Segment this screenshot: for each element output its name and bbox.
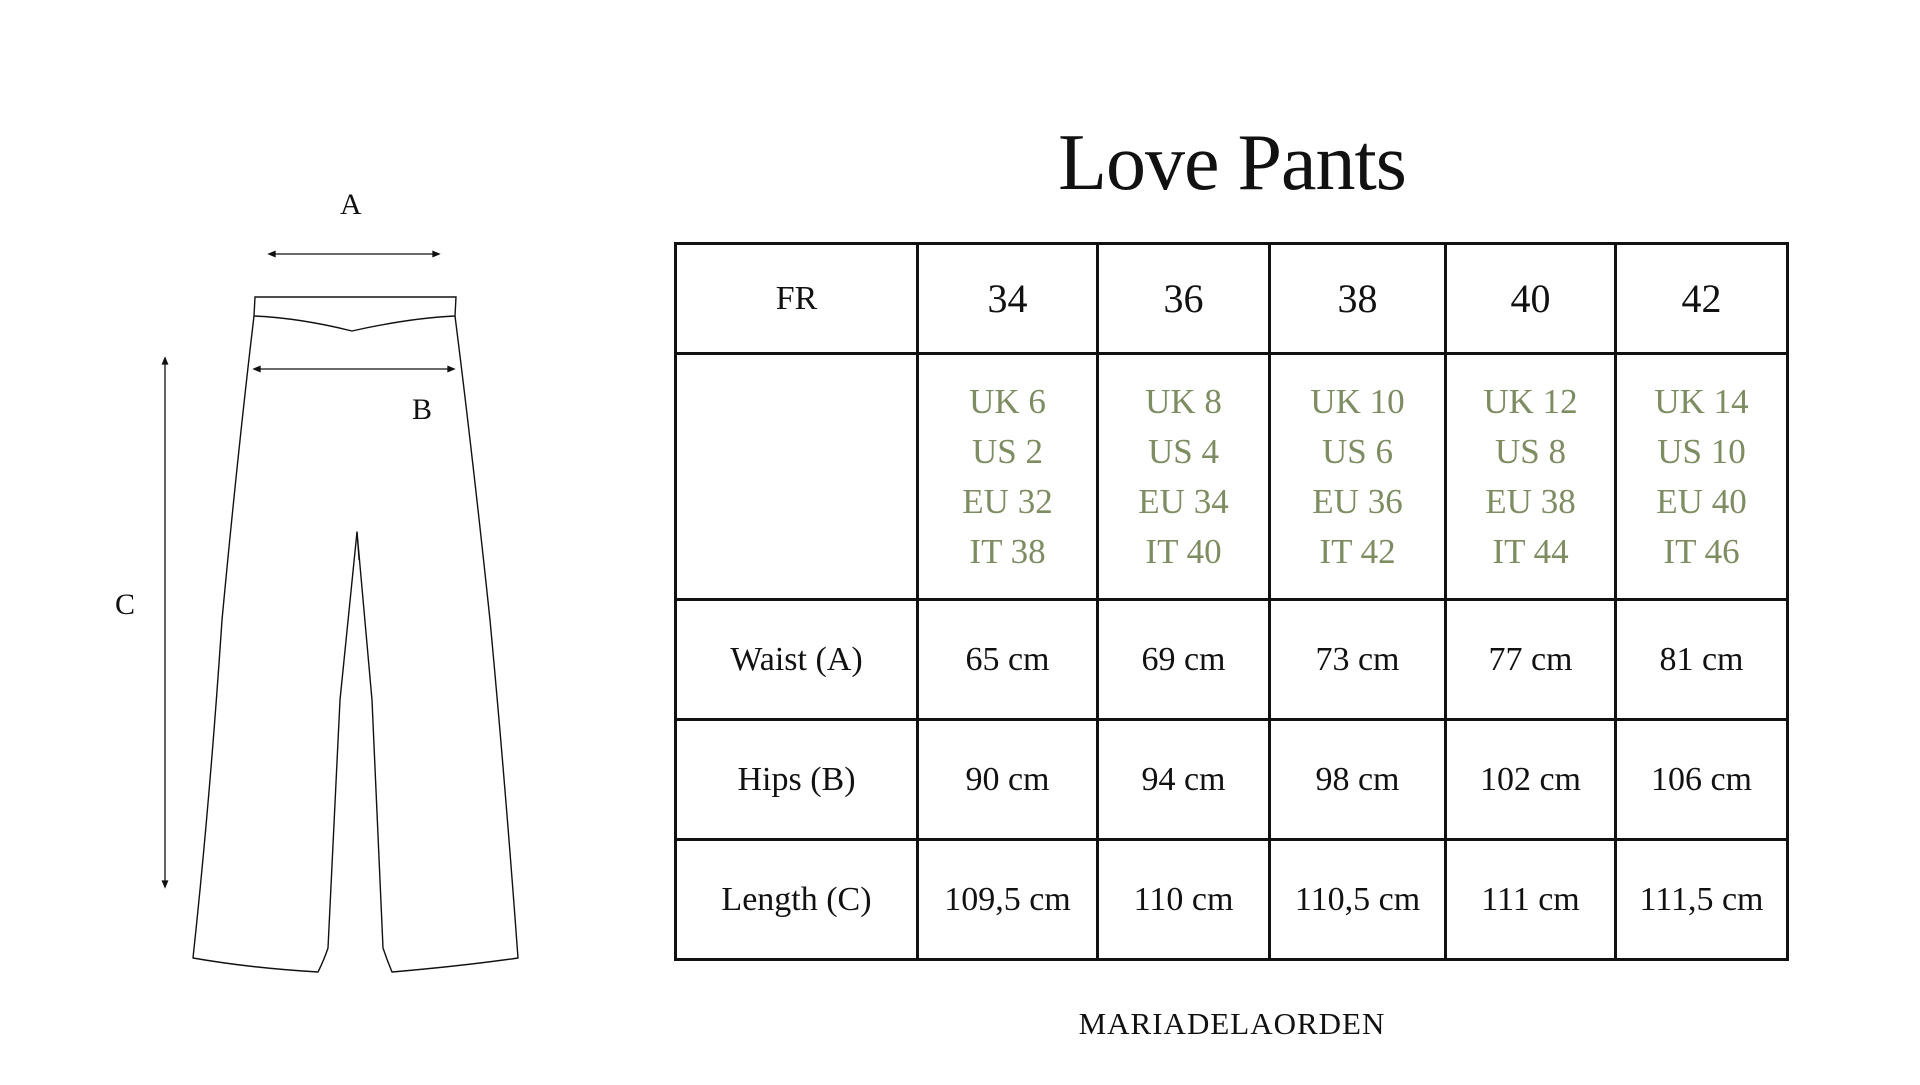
conversion-eu: EU 34 <box>1138 481 1229 521</box>
hips-value: 94 cm <box>1098 720 1270 840</box>
header-cell-fr: FR <box>676 244 918 354</box>
waist-measure-line <box>269 252 439 257</box>
conversion-cell <box>1098 354 1270 600</box>
row-label-waist: Waist (A) <box>676 600 918 720</box>
conversion-it: IT 38 <box>969 531 1046 571</box>
length-value: 109,5 cm <box>918 840 1098 960</box>
hips-measure-line <box>254 367 454 372</box>
conversion-us: US 10 <box>1657 431 1746 471</box>
conversion-eu: EU 40 <box>1656 481 1747 521</box>
pants-illustration <box>0 0 620 1080</box>
row-label-hips: Hips (B) <box>676 720 918 840</box>
label-b: B <box>412 393 433 426</box>
hips-value: 102 cm <box>1446 720 1616 840</box>
conversion-uk: UK 12 <box>1483 381 1578 421</box>
hips-row <box>676 720 1788 840</box>
length-value: 110 cm <box>1098 840 1270 960</box>
conversion-eu: EU 32 <box>962 481 1053 521</box>
conversion-it: IT 46 <box>1663 531 1740 571</box>
header-cell-size: 38 <box>1270 244 1446 354</box>
conversion-cell <box>1270 354 1446 600</box>
length-value: 111,5 cm <box>1616 840 1788 960</box>
conversion-us: US 2 <box>972 431 1043 471</box>
waist-value: 77 cm <box>1446 600 1616 720</box>
size-chart-table <box>674 242 1789 961</box>
length-measure-line <box>163 358 168 887</box>
hips-value: 90 cm <box>918 720 1098 840</box>
pants-diagram <box>0 0 620 1080</box>
conversion-it: IT 42 <box>1319 531 1396 571</box>
length-value: 110,5 cm <box>1270 840 1446 960</box>
label-a: A <box>340 188 362 221</box>
conversion-eu: EU 36 <box>1312 481 1403 521</box>
conversion-it: IT 40 <box>1145 531 1222 571</box>
waist-value: 69 cm <box>1098 600 1270 720</box>
hips-value: 98 cm <box>1270 720 1446 840</box>
length-row <box>676 840 1788 960</box>
header-cell-size: 34 <box>918 244 1098 354</box>
conversion-cell <box>1616 354 1788 600</box>
header-cell-size: 42 <box>1616 244 1788 354</box>
brand-name: MARIADELAORDEN <box>1078 1006 1386 1041</box>
page-title: Love Pants <box>1058 119 1406 207</box>
conversion-uk: UK 6 <box>969 381 1046 421</box>
waist-value: 73 cm <box>1270 600 1446 720</box>
waist-row <box>676 600 1788 720</box>
conversion-uk: UK 8 <box>1145 381 1222 421</box>
conversion-cell <box>918 354 1098 600</box>
conversion-us: US 8 <box>1495 431 1566 471</box>
conversion-empty-cell <box>676 354 918 600</box>
conversion-it: IT 44 <box>1492 531 1569 571</box>
conversion-us: US 4 <box>1148 431 1219 471</box>
row-label-length: Length (C) <box>676 840 918 960</box>
pants-outline <box>193 316 518 972</box>
conversion-cell <box>1446 354 1616 600</box>
conversion-row <box>676 354 1788 600</box>
conversion-uk: UK 10 <box>1310 381 1405 421</box>
conversion-us: US 6 <box>1322 431 1393 471</box>
waist-value: 81 cm <box>1616 600 1788 720</box>
conversion-uk: UK 14 <box>1654 381 1749 421</box>
header-cell-size: 36 <box>1098 244 1270 354</box>
length-value: 111 cm <box>1446 840 1616 960</box>
waistband-outline <box>254 297 456 331</box>
label-c: C <box>115 588 136 621</box>
size-header-row <box>676 244 1788 354</box>
conversion-eu: EU 38 <box>1485 481 1576 521</box>
header-cell-size: 40 <box>1446 244 1616 354</box>
waist-value: 65 cm <box>918 600 1098 720</box>
hips-value: 106 cm <box>1616 720 1788 840</box>
